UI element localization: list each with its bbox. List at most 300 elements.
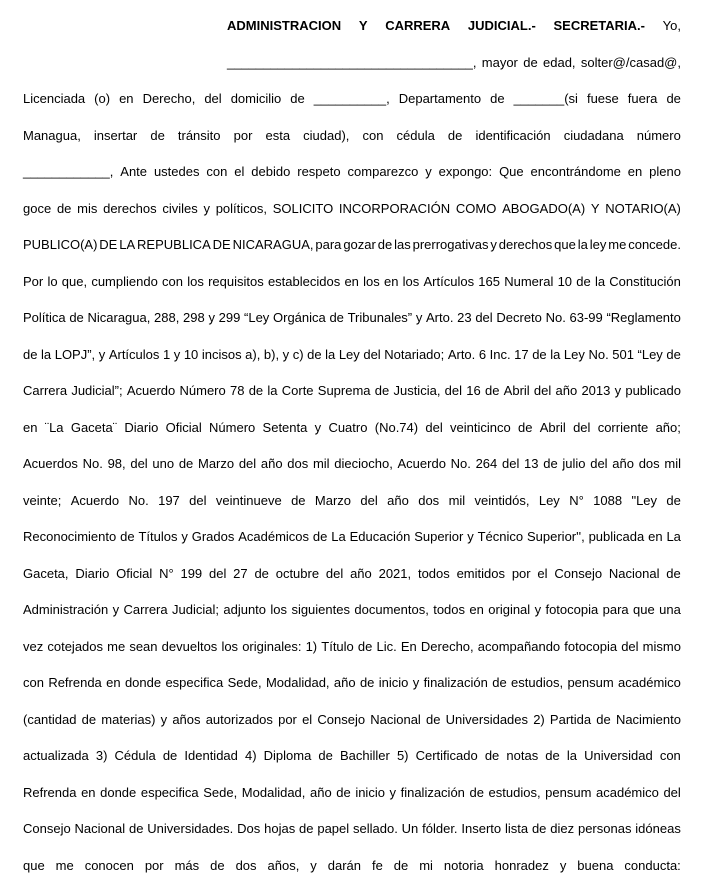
text-word: Abril: [503, 383, 530, 398]
text-word: Por: [23, 273, 44, 289]
text-word: de: [120, 529, 135, 544]
text-word: de: [290, 91, 305, 106]
text-word: Dos: [237, 821, 261, 836]
text-word: encontrándome: [530, 164, 621, 179]
text-word: personas: [577, 821, 632, 836]
text-word: INCORPORACIÓN: [338, 200, 451, 216]
text-word: NOTARIO(A): [605, 200, 681, 216]
text-word: y: [490, 237, 497, 252]
text-word: por: [278, 711, 297, 727]
text-word: NICARAGUA,: [232, 237, 314, 252]
text-word: Acuerdo: [397, 456, 446, 471]
text-word: esta: [265, 127, 291, 143]
text-word: de: [666, 492, 681, 508]
text-word: del: [444, 383, 463, 398]
text-word: 299: [218, 310, 241, 325]
text-word: __________,: [313, 91, 390, 106]
text-word: 6: [478, 346, 487, 362]
text-word: Refrenda: [48, 675, 102, 690]
text-word: Carrera: [23, 383, 68, 398]
text-word: que: [554, 237, 576, 252]
text-word: No.: [82, 456, 103, 471]
text-word: de: [492, 675, 507, 690]
heading-word: Y: [358, 18, 368, 33]
text-word: los: [221, 638, 239, 654]
text-word: Constitución: [609, 273, 681, 289]
text-word: veintidós,: [474, 492, 530, 508]
text-word: de: [377, 237, 393, 252]
text-word: Judicial;: [172, 602, 219, 617]
text-word: de: [490, 91, 505, 106]
text-word: requisitos: [208, 273, 264, 289]
text-word: mismo: [642, 638, 681, 654]
text-word: el: [537, 565, 548, 581]
text-word: honradez: [494, 857, 549, 873]
text-word: año;: [655, 419, 681, 435]
text-line: [23, 45, 681, 82]
text-word: incisos: [201, 346, 242, 362]
text-word: ____________,: [23, 164, 114, 179]
text-word: dos: [638, 456, 660, 471]
text-word: de: [56, 200, 72, 216]
text-word: No.: [588, 346, 609, 362]
text-word: de: [23, 346, 38, 362]
text-word: y: [314, 419, 322, 435]
text-word: ciudadana: [563, 127, 624, 143]
text-line: [23, 556, 681, 593]
text-word: mil: [312, 456, 330, 471]
text-word: veinticinco: [450, 419, 511, 435]
text-line: [23, 702, 681, 739]
text-line: [23, 738, 681, 775]
text-word: Diario: [124, 419, 159, 435]
text-word: del: [590, 456, 608, 471]
text-word: y: [282, 346, 290, 362]
text-word: Carrera: [123, 602, 168, 617]
text-word: políticos,: [215, 200, 267, 216]
text-word: de: [128, 821, 144, 836]
text-word: cotejados: [47, 638, 104, 654]
text-word: de: [532, 346, 547, 362]
text-word: Gaceta,: [23, 565, 69, 581]
text-word: Educación: [349, 529, 411, 544]
text-word: Abril: [539, 419, 566, 435]
text-word: notas: [506, 748, 539, 763]
text-word: del: [621, 638, 639, 654]
text-word: académico: [596, 784, 659, 800]
text-word: Justicia,: [393, 383, 441, 398]
text-word: materias): [101, 711, 156, 727]
text-word: y: [425, 164, 432, 179]
text-word: “Reglamento: [606, 310, 681, 325]
text-word: Derecho,: [420, 638, 474, 654]
text-line: [23, 811, 681, 848]
text-word: los: [363, 273, 380, 289]
text-word: que: [633, 602, 655, 617]
text-word: originales:: [242, 638, 302, 654]
text-word: estudios,: [511, 675, 564, 690]
text-word: Marzo: [314, 492, 352, 508]
text-word: y: [389, 784, 397, 800]
text-word: las: [394, 237, 411, 252]
text-word: fuese: [586, 91, 619, 106]
text-word: 1088: [593, 492, 623, 508]
text-word: Setenta: [262, 419, 308, 435]
text-word: Nacional: [74, 821, 126, 836]
text-word: del: [573, 419, 591, 435]
text-word: y: [614, 383, 622, 398]
text-word: dos: [418, 492, 440, 508]
text-word: gozar: [343, 237, 376, 252]
text-word: Modalidad,: [241, 784, 306, 800]
text-word: lista: [504, 821, 529, 836]
text-word: Refrenda: [23, 784, 77, 800]
text-word: del: [501, 456, 520, 471]
text-word: 17: [514, 346, 529, 362]
text-word: de: [329, 310, 344, 325]
text-word: Tribunales”: [347, 310, 413, 325]
text-word: a),: [245, 346, 261, 362]
text-word: la: [325, 346, 336, 362]
text-word: 2): [533, 711, 545, 727]
text-line: [23, 373, 681, 410]
text-word: corriente: [597, 419, 649, 435]
text-word: expongo:: [438, 164, 493, 179]
text-word: años: [172, 711, 201, 727]
text-word: del: [325, 565, 344, 581]
text-word: fotocopia: [545, 602, 599, 617]
text-word: especifica: [140, 784, 199, 800]
text-word: edad,: [543, 54, 576, 70]
text-word: COMO: [455, 200, 497, 216]
text-word: Oficial: [116, 565, 153, 581]
text-word: Ley: [538, 492, 560, 508]
text-word: civiles: [162, 200, 198, 216]
text-word: Licenciada: [23, 91, 86, 106]
text-word: año: [260, 456, 283, 471]
text-word: 78: [229, 383, 245, 398]
text-word: 23: [457, 310, 472, 325]
text-word: Marzo: [197, 456, 235, 471]
text-word: No.: [545, 310, 566, 325]
text-word: en: [648, 529, 663, 544]
text-word: dos: [287, 456, 309, 471]
text-word: goce: [23, 200, 52, 216]
text-word: Notariado;: [384, 346, 445, 362]
text-word: cédula: [396, 127, 435, 143]
text-line: [23, 519, 681, 556]
text-word: publicado: [625, 383, 681, 398]
text-word: 288,: [154, 310, 180, 325]
text-word: idóneas: [635, 821, 681, 836]
text-word: Artículos: [108, 346, 160, 362]
text-word: donde: [124, 675, 162, 690]
text-word: 16: [466, 383, 481, 398]
text-word: Decreto: [496, 310, 542, 325]
text-line: [23, 118, 681, 155]
text-line: [23, 81, 681, 118]
text-word: (o): [94, 91, 111, 106]
text-word: 10: [183, 346, 199, 362]
text-word: 98,: [107, 456, 126, 471]
text-word: la: [577, 237, 588, 252]
text-word: especifica: [165, 675, 224, 690]
text-word: de: [178, 456, 194, 471]
text-word: c): [292, 346, 304, 362]
text-word: Consejo: [317, 711, 366, 727]
text-word: inicio: [378, 675, 409, 690]
text-word: vez: [23, 638, 44, 654]
text-word: Diploma: [263, 748, 312, 763]
text-word: y: [310, 857, 317, 873]
text-word: del: [130, 456, 148, 471]
text-line: [23, 227, 681, 264]
text-word: uno: [152, 456, 175, 471]
text-word: 197: [158, 492, 180, 508]
text-word: lo: [47, 273, 58, 289]
text-word: de: [426, 711, 441, 727]
text-word: REPUBLICA: [137, 237, 211, 252]
text-word: No.: [128, 492, 149, 508]
text-word: de: [359, 675, 375, 690]
text-word: Política: [23, 310, 66, 325]
text-word: Nacional: [608, 565, 660, 581]
text-word: Universidades: [445, 711, 529, 727]
text-word: de: [248, 383, 264, 398]
text-line: [23, 264, 681, 301]
text-word: julio: [562, 456, 586, 471]
text-word: de: [210, 857, 225, 873]
text-word: de: [545, 748, 560, 763]
text-word: Ante: [120, 164, 148, 179]
text-word: la: [550, 346, 561, 362]
text-word: inicio: [355, 784, 385, 800]
text-word: La: [331, 529, 346, 544]
text-word: del: [425, 419, 443, 435]
text-word: Universidades.: [147, 821, 234, 836]
text-line: [23, 848, 681, 885]
text-word: 27: [233, 565, 248, 581]
text-word: la: [566, 748, 577, 763]
text-word: Número: [179, 383, 226, 398]
text-word: octubre: [275, 565, 320, 581]
text-word: Ley: [338, 346, 360, 362]
text-word: dieciocho,: [334, 456, 393, 471]
text-word: Arto.: [426, 310, 454, 325]
heading-tail: Yo,: [662, 18, 681, 33]
text-word: Acuerdo: [126, 383, 176, 398]
text-word: ¨La: [44, 419, 64, 435]
text-word: fe: [371, 857, 383, 873]
text-word: año: [387, 492, 409, 508]
text-word: Artículos: [423, 273, 475, 289]
text-word: identificación: [475, 127, 551, 143]
text-line: [23, 337, 681, 374]
text-word: 13: [524, 456, 539, 471]
text-word: dos: [235, 857, 257, 873]
text-word: 4): [244, 748, 257, 763]
text-word: la: [41, 346, 52, 362]
text-line: [23, 483, 681, 520]
text-word: Académicos: [238, 529, 310, 544]
text-word: año: [350, 565, 372, 581]
text-word: Acuerdo: [70, 492, 120, 508]
text-word: Gaceta¨: [70, 419, 118, 435]
text-word: Administración: [23, 602, 109, 617]
heading-word: JUDICIAL.-: [467, 18, 536, 33]
text-word: y: [181, 529, 188, 544]
text-line: [23, 665, 681, 702]
text-word: del: [475, 310, 493, 325]
text-word: emitidos: [456, 565, 505, 581]
heading-word: SECRETARIA.-: [553, 18, 645, 33]
text-word: publicada: [588, 529, 645, 544]
heading-word: ADMINISTRACION: [227, 18, 342, 33]
text-word: Inserto: [461, 821, 502, 836]
text-word: Diario: [75, 565, 110, 581]
text-word: del: [238, 456, 257, 471]
text-word: donde: [100, 784, 137, 800]
text-word: Universidad: [584, 748, 653, 763]
text-word: 63-99: [569, 310, 603, 325]
text-word: DE: [212, 237, 231, 252]
text-word: para: [602, 602, 629, 617]
text-word: conocen: [84, 857, 134, 873]
text-word: de: [543, 456, 558, 471]
text-word: mil: [664, 456, 681, 471]
text-word: Y: [590, 200, 600, 216]
text-word: mis: [77, 200, 98, 216]
text-word: Grados: [191, 529, 235, 544]
text-word: año: [333, 675, 356, 690]
text-word: N°: [569, 492, 584, 508]
text-word: y: [415, 310, 423, 325]
text-word: “Ley: [637, 346, 663, 362]
text-word: Departamento: [398, 91, 482, 106]
text-word: 199: [180, 565, 203, 581]
text-word: Sede,: [203, 784, 238, 800]
text-word: Acuerdos: [23, 456, 78, 471]
text-word: Un: [401, 821, 419, 836]
text-word: acompañando: [477, 638, 561, 654]
text-word: del: [360, 492, 378, 508]
text-word: Número: [209, 419, 256, 435]
text-word: del: [208, 565, 227, 581]
text-word: de: [666, 565, 681, 581]
text-word: En: [400, 638, 417, 654]
text-word: 5): [396, 748, 409, 763]
text-word: Managua,: [23, 127, 81, 143]
text-word: sean: [129, 638, 158, 654]
text-word: (No.74): [374, 419, 419, 435]
text-word: "Ley: [631, 492, 658, 508]
document-body: [23, 45, 681, 885]
text-word: la: [594, 273, 606, 289]
text-word: Lic.: [376, 638, 397, 654]
text-word: y: [112, 602, 120, 617]
text-word: documentos,: [354, 602, 429, 617]
text-word: Ley: [563, 346, 585, 362]
text-word: “Ley: [244, 310, 270, 325]
text-word: Reconocimiento: [23, 529, 117, 544]
text-word: mayor: [481, 54, 518, 70]
text-word: tránsito: [177, 127, 221, 143]
text-word: __________________________________,: [227, 54, 477, 70]
text-word: Consejo: [554, 565, 603, 581]
text-word: Certificado: [415, 748, 478, 763]
text-word: ciudad),: [303, 127, 350, 143]
text-word: adjunto: [223, 602, 267, 617]
text-word: de: [374, 383, 390, 398]
text-word: ustedes: [153, 164, 200, 179]
text-word: Derecho,: [142, 91, 196, 106]
text-word: en: [627, 164, 643, 179]
text-word: finalización: [400, 784, 465, 800]
text-line: [23, 629, 681, 666]
text-word: de: [666, 91, 681, 106]
text-word: el: [302, 711, 313, 727]
text-word: papel: [317, 821, 350, 836]
text-word: y: [203, 200, 210, 216]
text-word: Cuatro: [328, 419, 368, 435]
text-word: N°: [159, 565, 174, 581]
text-word: LA: [119, 237, 136, 252]
text-word: Inc.: [489, 346, 511, 362]
text-word: notoria: [443, 857, 484, 873]
text-word: año: [555, 383, 578, 398]
text-word: en: [469, 602, 484, 617]
text-word: Partida: [549, 711, 592, 727]
text-word: pensum: [567, 675, 614, 690]
text-word: en: [119, 91, 134, 106]
text-word: número: [636, 127, 681, 143]
text-word: Técnico: [477, 529, 524, 544]
text-word: de: [576, 273, 591, 289]
text-word: Arto.: [447, 346, 476, 362]
text-word: de: [666, 346, 681, 362]
text-word: pleno: [649, 164, 681, 179]
text-word: una: [659, 602, 681, 617]
text-word: darán: [327, 857, 361, 873]
text-word: Numeral: [504, 273, 554, 289]
text-word: año: [309, 784, 332, 800]
text-word: _______(si: [513, 91, 578, 106]
text-word: 10: [557, 273, 573, 289]
text-word: y: [208, 310, 215, 325]
text-word: años,: [267, 857, 300, 873]
text-word: actualizada: [23, 748, 89, 763]
text-word: me: [55, 857, 74, 873]
text-word: de: [69, 310, 84, 325]
text-word: de: [254, 565, 269, 581]
text-word: de: [336, 784, 351, 800]
text-word: el: [234, 164, 245, 179]
text-word: que,: [61, 273, 88, 289]
text-word: de: [523, 54, 538, 70]
text-word: prerrogativas: [412, 237, 489, 252]
text-word: de: [312, 529, 328, 544]
text-word: que: [23, 857, 45, 873]
text-word: 2021,: [378, 565, 412, 581]
text-word: autorizados: [205, 711, 273, 727]
text-word: comparezco: [347, 164, 419, 179]
text-word: Judicial”;: [71, 383, 123, 398]
text-word: del: [189, 492, 207, 508]
text-word: LOPJ”,: [54, 346, 96, 362]
text-word: domicilio: [230, 91, 282, 106]
text-word: y: [559, 857, 567, 873]
text-word: buena: [577, 857, 614, 873]
